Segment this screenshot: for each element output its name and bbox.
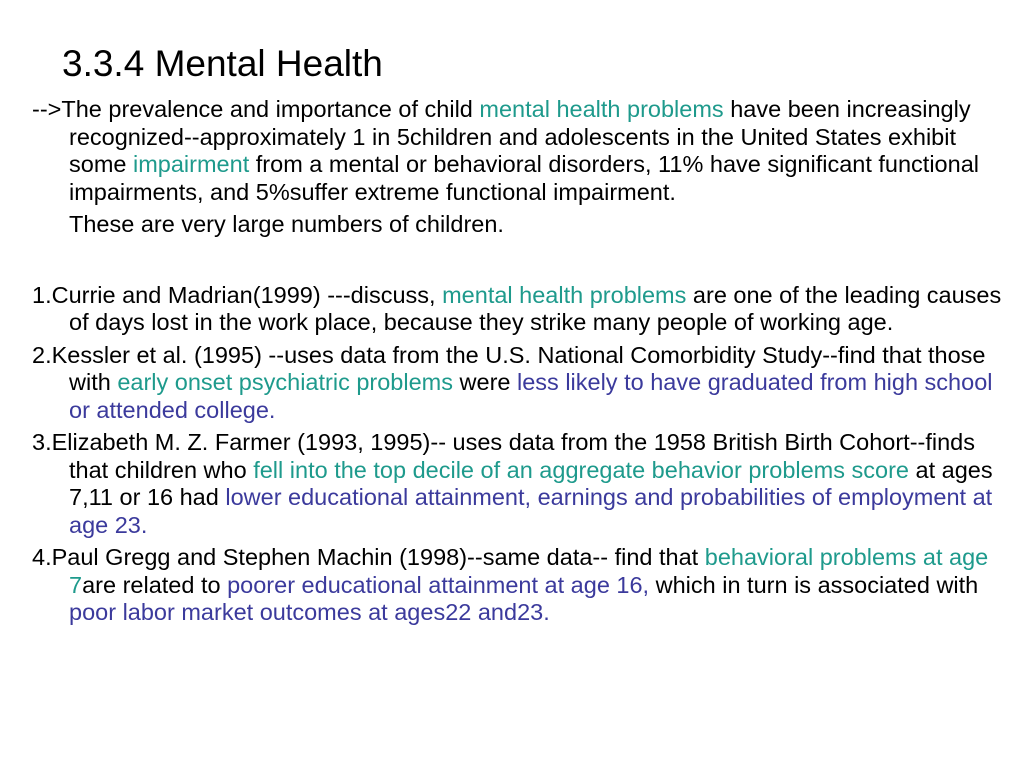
slide-body [32, 96, 1007, 632]
finding-1 [32, 282, 1007, 337]
finding-highlight: behavioral problems at age 7 [69, 544, 989, 598]
intro-paragraph [32, 96, 1007, 206]
highlight-mental-health-problems: mental health problems [479, 96, 724, 122]
intro-text: have been increasingly recognized--approximately 1 in 5children and adolescents in the United States exhibit some [69, 96, 971, 177]
highlight-impairment: impairment [133, 151, 250, 177]
slide-title: 3.3.4 Mental Health [62, 43, 383, 84]
spacer [32, 244, 1007, 282]
finding-highlight: mental health problems [442, 281, 687, 308]
finding-text: 4.Paul Gregg and Stephen Machin (1998)--same data-- find that [32, 544, 705, 570]
finding-2 [32, 342, 1007, 425]
finding-4 [32, 544, 1007, 627]
finding-outcome: less likely to have graduated from high school or attended college. [69, 369, 993, 423]
finding-text: are one of the leading causes of days lost in the work place, because they strike many people of working age. [69, 281, 1002, 335]
finding-outcome: poor labor market outcomes at ages22 and23. [69, 599, 550, 625]
intro-summary: These are very large numbers of children. [69, 211, 504, 237]
finding-text: at ages 7,11 or 16 had [69, 456, 993, 510]
intro-text: from a mental or behavioral disorders, 11% have significant functional impairments, and 5%suffer extreme functional impairment. [69, 151, 979, 205]
finding-3 [32, 429, 1007, 539]
finding-text: were [453, 369, 517, 395]
finding-text: which in turn is associated with [649, 571, 979, 598]
finding-highlight: fell into the top decile of an aggregate behavior problems score [253, 456, 909, 483]
intro-text: -->The prevalence and importance of child [32, 96, 480, 122]
finding-text: 1.Currie and Madrian(1999) ---discuss, [32, 281, 443, 308]
finding-outcome: poorer educational attainment at age 16, [227, 571, 650, 598]
finding-text: 2.Kessler et al. (1995) --uses data from the U.S. National Comorbidity Study--find that those with [32, 341, 986, 395]
finding-text: are related to [82, 571, 228, 598]
finding-text: 3.Elizabeth M. Z. Farmer (1993, 1995)-- uses data from the 1958 British Birth Cohort--finds that children who [32, 429, 976, 483]
finding-highlight: early onset psychiatric problems [117, 369, 453, 395]
finding-outcome: lower educational attainment, earnings and probabilities of employment at age 23. [69, 484, 993, 538]
